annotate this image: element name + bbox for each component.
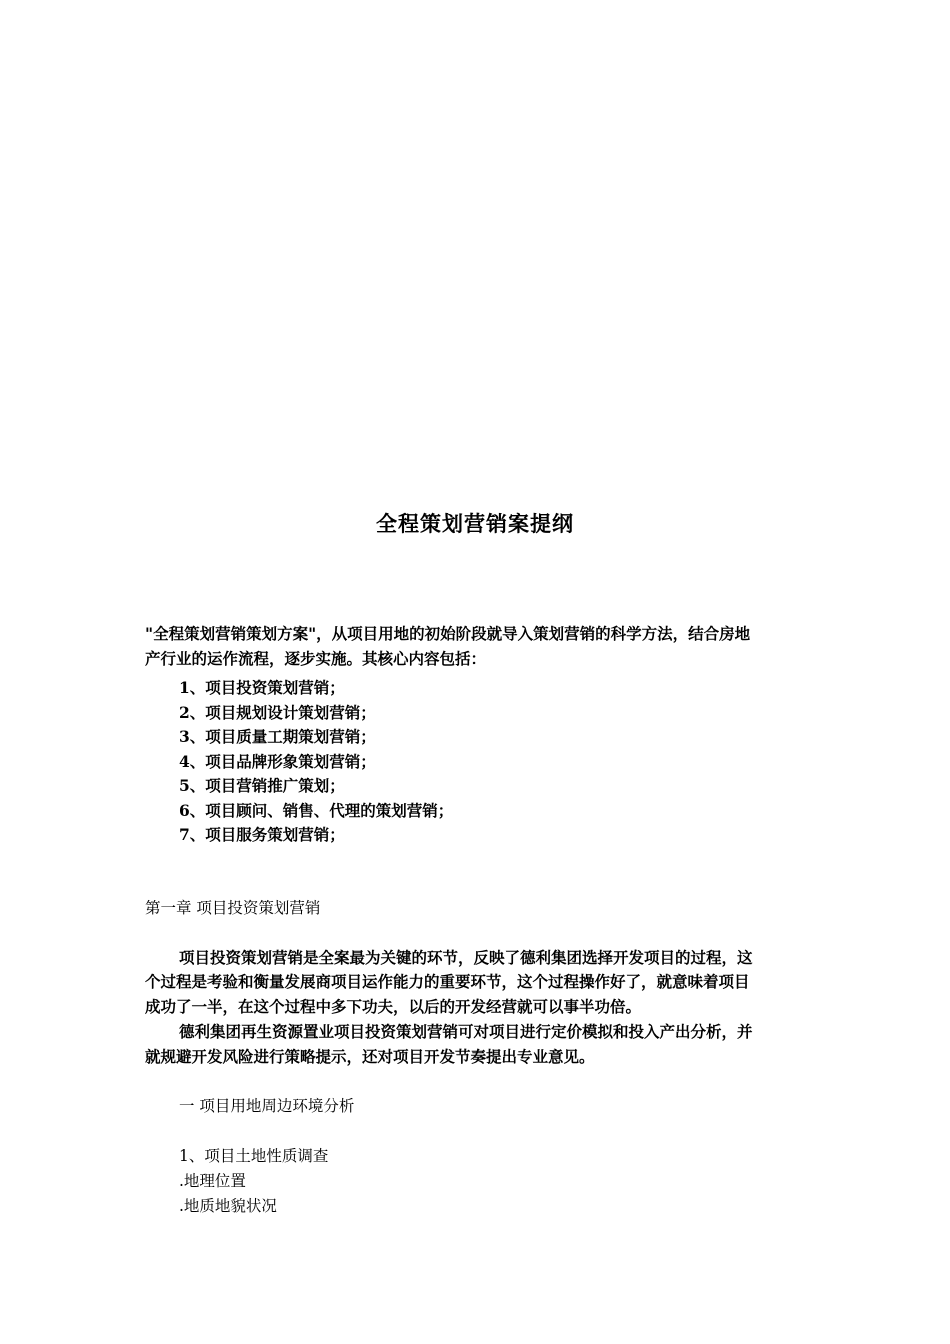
outline-item-7: 7、项目服务策划营销； bbox=[179, 825, 345, 844]
bullet-geology: .地质地貌状况 bbox=[179, 1197, 277, 1215]
outline-item-4: 4、项目品牌形象策划营销； bbox=[179, 751, 376, 771]
outline-item-5: 5、项目营销推广策划； bbox=[179, 776, 345, 795]
intro-line-2: 产行业的运作流程，逐步实施。其核心内容包括： bbox=[145, 649, 487, 668]
outline-list bbox=[179, 676, 453, 848]
outline-item-1: 1、项目投资策划营销； bbox=[179, 678, 345, 697]
outline-item-3: 3、项目质量工期策划营销； bbox=[179, 727, 376, 746]
chapter-1-p1-line-1: 项目投资策划营销是全案最为关键的环节，反映了德利集团选择开发项目的过程，这 bbox=[179, 948, 753, 967]
section-1-heading: 一 项目用地周边环境分析 bbox=[179, 1097, 355, 1115]
intro-line-1: "全程策划营销策划方案"，从项目用地的初始阶段就导入策划营销的科学方法，结合房地 bbox=[145, 624, 751, 643]
subsection-1-heading: 1、项目土地性质调查 bbox=[179, 1147, 329, 1165]
chapter-1-heading: 第一章 项目投资策划营销 bbox=[145, 899, 321, 917]
chapter-1-p2-line-2: 就规避开发风险进行策略提示，还对项目开发节奏提出专业意见。 bbox=[145, 1047, 595, 1066]
outline-item-6: 6、项目顾问、销售、代理的策划营销； bbox=[179, 800, 454, 820]
chapter-1-p2-line-1: 德利集团再生资源置业项目投资策划营销可对项目进行定价模拟和投入产出分析，并 bbox=[179, 1022, 753, 1041]
document-title: 全程策划营销案提纲 bbox=[376, 511, 574, 536]
bullet-location: .地理位置 bbox=[179, 1172, 246, 1190]
chapter-1-p1-line-2: 个过程是考验和衡量发展商项目运作能力的重要环节，这个过程操作好了，就意味着项目 bbox=[145, 972, 750, 991]
outline-item-2: 2、项目规划设计策划营销； bbox=[179, 702, 376, 722]
chapter-1-p1-line-3: 成功了一半，在这个过程中多下功夫，以后的开发经营就可以事半功倍。 bbox=[145, 997, 642, 1016]
